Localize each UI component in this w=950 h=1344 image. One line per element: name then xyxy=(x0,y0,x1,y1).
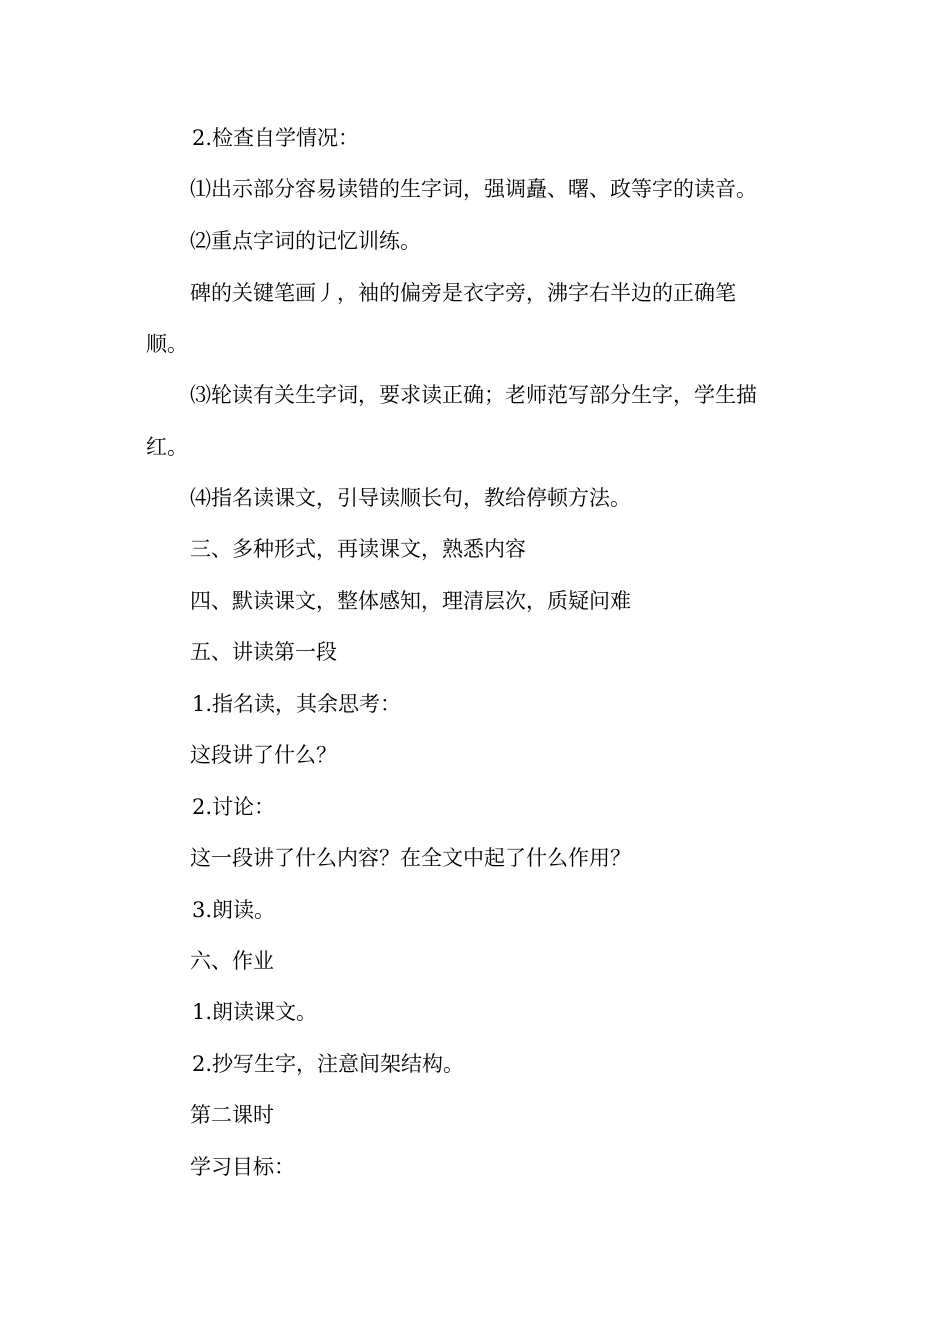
heading-second-lesson: 第二课时 xyxy=(190,1103,274,1127)
line-question-2: 这一段讲了什么内容？在全文中起了什么作用？ xyxy=(190,846,631,870)
line-step-1: 1.指名读，其余思考： xyxy=(192,692,402,716)
heading-learning-goals: 学习目标： xyxy=(190,1155,295,1179)
line-homework-2: 2.抄写生字，注意间架结构。 xyxy=(192,1052,465,1076)
line-step-3: 3.朗读。 xyxy=(192,898,276,922)
heading-section-6: 六、作业 xyxy=(190,949,274,973)
line-question-1: 这段讲了什么？ xyxy=(190,743,337,767)
line-item-3: ⑶轮读有关生字词，要求读正确；老师范写部分生字，学生描 xyxy=(190,383,757,407)
line-stroke-note-cont: 顺。 xyxy=(146,332,188,356)
line-homework-1: 1.朗读课文。 xyxy=(192,1000,318,1024)
line-item-2: ⑵重点字词的记忆训练。 xyxy=(190,229,421,253)
heading-section-3: 三、多种形式，再读课文，熟悉内容 xyxy=(190,537,526,561)
line-step-2: 2.讨论： xyxy=(192,795,276,819)
line-item-1: ⑴出示部分容易读错的生字词，强调矗、曙、政等字的读音。 xyxy=(190,177,757,201)
line-check-self-study: 2.检查自学情况： xyxy=(192,126,360,150)
heading-section-5: 五、讲读第一段 xyxy=(190,640,337,664)
heading-section-4: 四、默读课文，整体感知，理清层次，质疑问难 xyxy=(190,589,631,613)
line-item-3-cont: 红。 xyxy=(146,435,188,459)
line-item-4: ⑷指名读课文，引导读顺长句，教给停顿方法。 xyxy=(190,486,631,510)
line-stroke-note: 碑的关键笔画丿，袖的偏旁是衣字旁，沸字右半边的正确笔 xyxy=(190,281,736,305)
